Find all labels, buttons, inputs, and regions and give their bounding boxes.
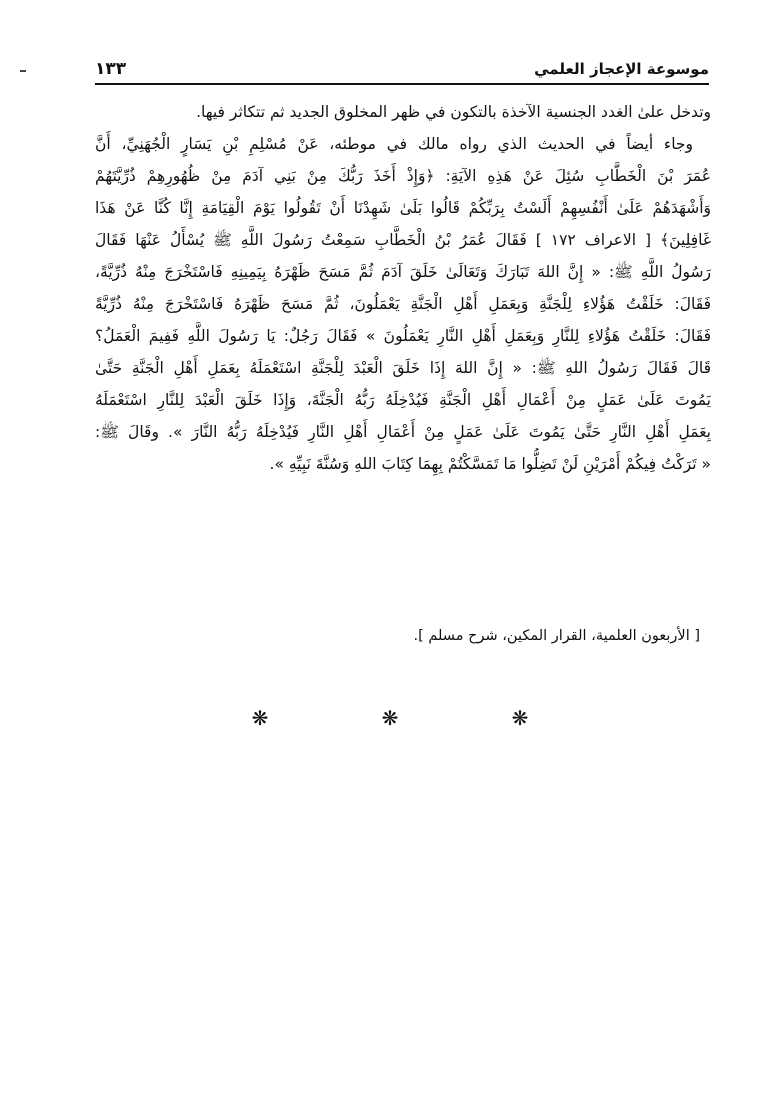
text-line: وَأَشْهَدَهُمْ عَلَىٰ أَنْفُسِهِمْ أَلَسْتُ بِرَبِّكُمْ قَالُوا بَلَىٰ شَهِدْنَا أَنْ تَقُولُوا يَوْمَ الْقِيَامَةِ إِنَّا كُنَّا عَنْ هَذَا (95, 199, 711, 217)
section-separator (250, 706, 530, 736)
asterism-icon: ❋ (381, 706, 399, 730)
text-line: وجاء أيضاً في الحديث الذي رواه مالك في موطئه، عَنْ مُسْلِمِ بْنِ يَسَارٍ الْجُهَنِيِّ، أَنَّ (95, 135, 693, 153)
margin-mark (20, 70, 26, 72)
running-header (95, 58, 709, 84)
header-rule (95, 83, 709, 85)
source-citation: [ الأربعون العلمية، القرار المكين، شرح مسلم ]. (413, 628, 700, 644)
book-title: موسوعة الإعجاز العلمي (534, 60, 709, 78)
text-line: « تَرَكْتُ فِيكُمْ أَمْرَيْنِ لَنْ تَضِلُّوا مَا تَمَسَّكْتُمْ بِهِمَا كِتَابَ اللهِ وَسُنَّةَ نَبِيِّهِ ». (269, 455, 711, 473)
text-line: بِعَمَلِ أَهْلِ النَّارِ حَتَّىٰ يَمُوتَ عَلَىٰ عَمَلٍ مِنْ أَعْمَالِ أَهْلِ النَّارِ فَيُدْخِلَهُ رَبُّهُ النَّارَ ». وقَالَ ﷺ: (95, 423, 711, 441)
page-number: ١٣٣ (95, 59, 127, 79)
text-line: يَمُوتَ عَلَىٰ عَمَلٍ مِنْ أَعْمَالِ أَهْلِ الْجَنَّةِ فَيُدْخِلَهُ رَبُّهُ الْجَنَّةَ، وَإِذَا خَلَقَ الْعَبْدَ لِلنَّارِ اسْتَعْمَلَهُ (95, 391, 711, 409)
asterism-icon: ❋ (251, 706, 269, 730)
text-line: عُمَرَ بْنَ الْخَطَّابِ سُئِلَ عَنْ هَذِهِ الآيَةِ: ﴿وَإِذْ أَخَذَ رَبُّكَ مِنْ بَنِي آدَمَ مِنْ ظُهُورِهِمْ ذُرِّيَّتَهُمْ (95, 167, 711, 185)
text-line: وتدخل علىٰ الغدد الجنسية الآخذة بالتكون في ظهر المخلوق الجديد ثم تتكاثر فيها. (196, 103, 711, 121)
asterism-icon: ❋ (511, 706, 529, 730)
body-text (95, 96, 711, 480)
text-line: غَافِلِينَ﴾ [ الاعراف ١٧٢ ] فَقَالَ عُمَرُ بْنُ الْخَطَّابِ سَمِعْتُ رَسُولَ اللَّهِ ﷺ يُسْأَلُ عَنْهَا فَقَالَ (95, 231, 711, 249)
text-line: فَقَالَ: خَلَقْتُ هَؤُلاءِ لِلنَّارِ وَبِعَمَلِ أَهْلِ النَّارِ يَعْمَلُونَ » فَقَالَ رَجُلٌ: يَا رَسُولَ اللَّهِ فَفِيمَ الْعَمَلُ؟ (95, 327, 711, 345)
text-line: قَالَ فَقَالَ رَسُولُ اللهِ ﷺ: « إِنَّ اللهَ إِذَا خَلَقَ الْعَبْدَ لِلْجَنَّةِ اسْتَعْمَلَهُ بِعَمَلِ أَهْلِ الْجَنَّةِ حَتَّىٰ (95, 359, 711, 377)
text-line: رَسُولُ اللَّهِ ﷺ: « إِنَّ اللهَ تَبَارَكَ وَتَعَالَىٰ خَلَقَ آدَمَ ثُمَّ مَسَحَ ظَهْرَهُ بِيَمِينِهِ فَاسْتَخْرَجَ مِنْهُ ذُرِّيَّةً، (95, 263, 711, 281)
text-line: فَقَالَ: خَلَقْتُ هَؤُلاءِ لِلْجَنَّةِ وَبِعَمَلِ أَهْلِ الْجَنَّةِ يَعْمَلُونَ، ثُمَّ مَسَحَ ظَهْرَهُ فَاسْتَخْرَجَ مِنْهُ ذُرِّيَّةً (95, 295, 711, 313)
